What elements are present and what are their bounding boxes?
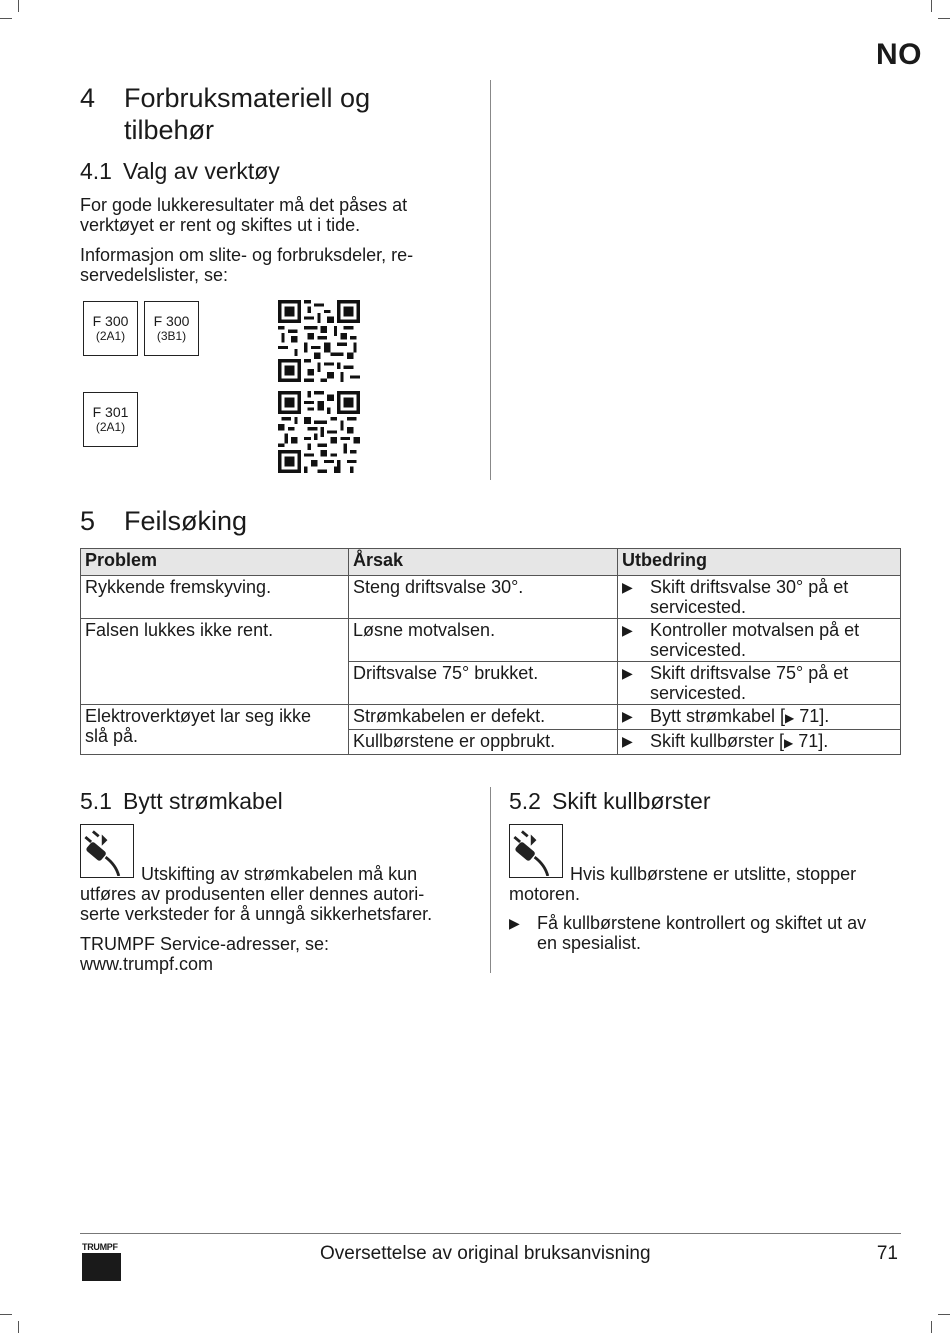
section-title: Forbruksmateriell og <box>124 83 371 113</box>
section-number: 5.2 <box>509 788 541 814</box>
remedy-cell <box>618 619 901 662</box>
table-row <box>81 619 901 662</box>
paragraph-carbon-brushes <box>509 864 901 904</box>
problem-cell: Falsen lukkes ikke rent. <box>81 619 349 705</box>
section-number: 5.1 <box>80 788 112 814</box>
page-ref-text: 71]. <box>794 706 830 726</box>
problem-cell <box>81 705 349 755</box>
text-line: Utskifting av strømkabelen må kun <box>141 864 418 884</box>
cause-cell: Kullbørstene er oppbrukt. <box>349 730 618 755</box>
brand-logo-block <box>82 1253 121 1281</box>
text-line: en spesialist. <box>537 933 642 953</box>
language-tag: NO <box>876 38 922 71</box>
tool-box-f300-2a1 <box>83 301 138 356</box>
text-line: motoren. <box>509 884 581 904</box>
remedy-text: Skift driftsvalse 30° på et <box>650 577 849 597</box>
triangle-right-icon: ▶ <box>622 579 633 595</box>
page-ref-arrow-icon: ▶ <box>785 711 795 725</box>
section-title: Skift kullbørster <box>552 788 711 814</box>
triangle-right-icon: ▶ <box>622 665 633 681</box>
paragraph-power-cable <box>80 864 480 924</box>
text-line: For gode lukkeresultater må det påses at <box>80 195 408 215</box>
tool-model: F 300 <box>153 313 190 329</box>
section-5-2-heading <box>509 787 710 815</box>
tool-model: F 300 <box>92 313 129 329</box>
section-title-cont: tilbehør <box>124 115 215 145</box>
remedy-text: servicested. <box>650 640 747 660</box>
remedy-cell <box>618 730 901 755</box>
remedy-cell <box>618 576 901 619</box>
paragraph-tool-care <box>80 195 480 235</box>
paragraph-spare-parts <box>80 245 480 285</box>
table-header-row <box>81 549 901 576</box>
qr-code-icon[interactable] <box>278 391 360 473</box>
cause-cell: Driftsvalse 75° brukket. <box>349 662 618 705</box>
tool-box-f301-2a1 <box>83 392 138 447</box>
remedy-text: Skift kullbørster [ <box>650 731 785 751</box>
page-ref-text: 71]. <box>793 731 829 751</box>
footer-divider <box>80 1233 901 1234</box>
remedy-text: Kontroller motvalsen på et <box>650 620 860 640</box>
crop-mark <box>931 1321 932 1333</box>
problem-cell: Rykkende fremskyving. <box>81 576 349 619</box>
section-4-1-heading <box>80 157 280 185</box>
crop-mark <box>938 1314 950 1315</box>
section-title: Valg av verktøy <box>123 158 280 184</box>
remedy-text: servicested. <box>650 597 747 617</box>
page-ref-arrow-icon: ▶ <box>784 736 794 750</box>
text-line: utføres av produsenten eller dennes autori- <box>80 884 425 904</box>
page-ref-link[interactable] <box>785 706 829 726</box>
section-4-heading <box>80 82 370 146</box>
triangle-right-icon: ▶ <box>622 622 633 638</box>
page-ref-link[interactable] <box>784 731 828 751</box>
text-line: Informasjon om slite- og forbruksdeler, re- <box>80 245 414 265</box>
page-number: 71 <box>876 1243 898 1264</box>
section-title: Bytt strømkabel <box>123 788 283 814</box>
crop-mark <box>931 0 932 12</box>
text-line: Få kullbørstene kontrollert og skiftet ut av <box>537 913 867 933</box>
text-line: servedelslister, se: <box>80 265 229 285</box>
section-number: 4 <box>80 83 96 113</box>
triangle-right-icon: ▶ <box>622 708 633 724</box>
tool-model: F 301 <box>92 404 129 420</box>
section-title: Feilsøking <box>124 506 248 536</box>
website-link[interactable]: www.trumpf.com <box>80 954 214 974</box>
column-divider <box>490 80 491 480</box>
cause-cell: Løsne motvalsen. <box>349 619 618 662</box>
crop-mark <box>938 18 950 19</box>
paragraph-service <box>80 934 480 974</box>
triangle-right-icon: ▶ <box>509 915 520 931</box>
cause-cell: Steng driftsvalse 30°. <box>349 576 618 619</box>
remedy-text: Skift driftsvalse 75° på et <box>650 663 849 683</box>
footer-title: Oversettelse av original bruksanvisning <box>320 1243 651 1264</box>
crop-mark <box>0 18 12 19</box>
troubleshooting-table <box>80 548 901 755</box>
text-line: verktøyet er rent og skiftes ut i tide. <box>80 215 361 235</box>
tool-code: (3B1) <box>156 329 187 343</box>
crop-mark <box>18 0 19 12</box>
bullet-item <box>509 913 901 953</box>
column-header-cause: Årsak <box>349 549 618 576</box>
text-line: serte verksteder for å unngå sikkerhetsfarer. <box>80 904 433 924</box>
table-row <box>81 576 901 619</box>
text-line: TRUMPF Service-adresser, se: <box>80 934 330 954</box>
column-divider <box>490 787 491 973</box>
section-5-heading <box>80 505 247 537</box>
tool-code: (2A1) <box>95 329 126 343</box>
remedy-cell <box>618 705 901 730</box>
cause-cell: Strømkabelen er defekt. <box>349 705 618 730</box>
table-row <box>81 705 901 730</box>
qr-code-icon[interactable] <box>278 300 360 382</box>
tool-box-f300-3b1 <box>144 301 199 356</box>
section-number: 5 <box>80 506 96 536</box>
column-header-problem: Problem <box>81 549 349 576</box>
section-number: 4.1 <box>80 158 112 184</box>
tool-code: (2A1) <box>95 420 126 434</box>
crop-mark <box>18 1321 19 1333</box>
brand-logo-text: TRUMPF <box>82 1242 118 1252</box>
brand-logo <box>82 1242 122 1281</box>
text-line: Hvis kullbørstene er utslitte, stopper <box>570 864 857 884</box>
problem-text: slå på. <box>85 726 139 746</box>
crop-mark <box>0 1314 12 1315</box>
column-header-remedy: Utbedring <box>618 549 901 576</box>
remedy-cell <box>618 662 901 705</box>
problem-text: Elektroverktøyet lar seg ikke <box>85 706 312 726</box>
section-5-1-heading <box>80 787 283 815</box>
triangle-right-icon: ▶ <box>622 733 633 749</box>
remedy-text: Bytt strømkabel [ <box>650 706 786 726</box>
remedy-text: servicested. <box>650 683 747 703</box>
